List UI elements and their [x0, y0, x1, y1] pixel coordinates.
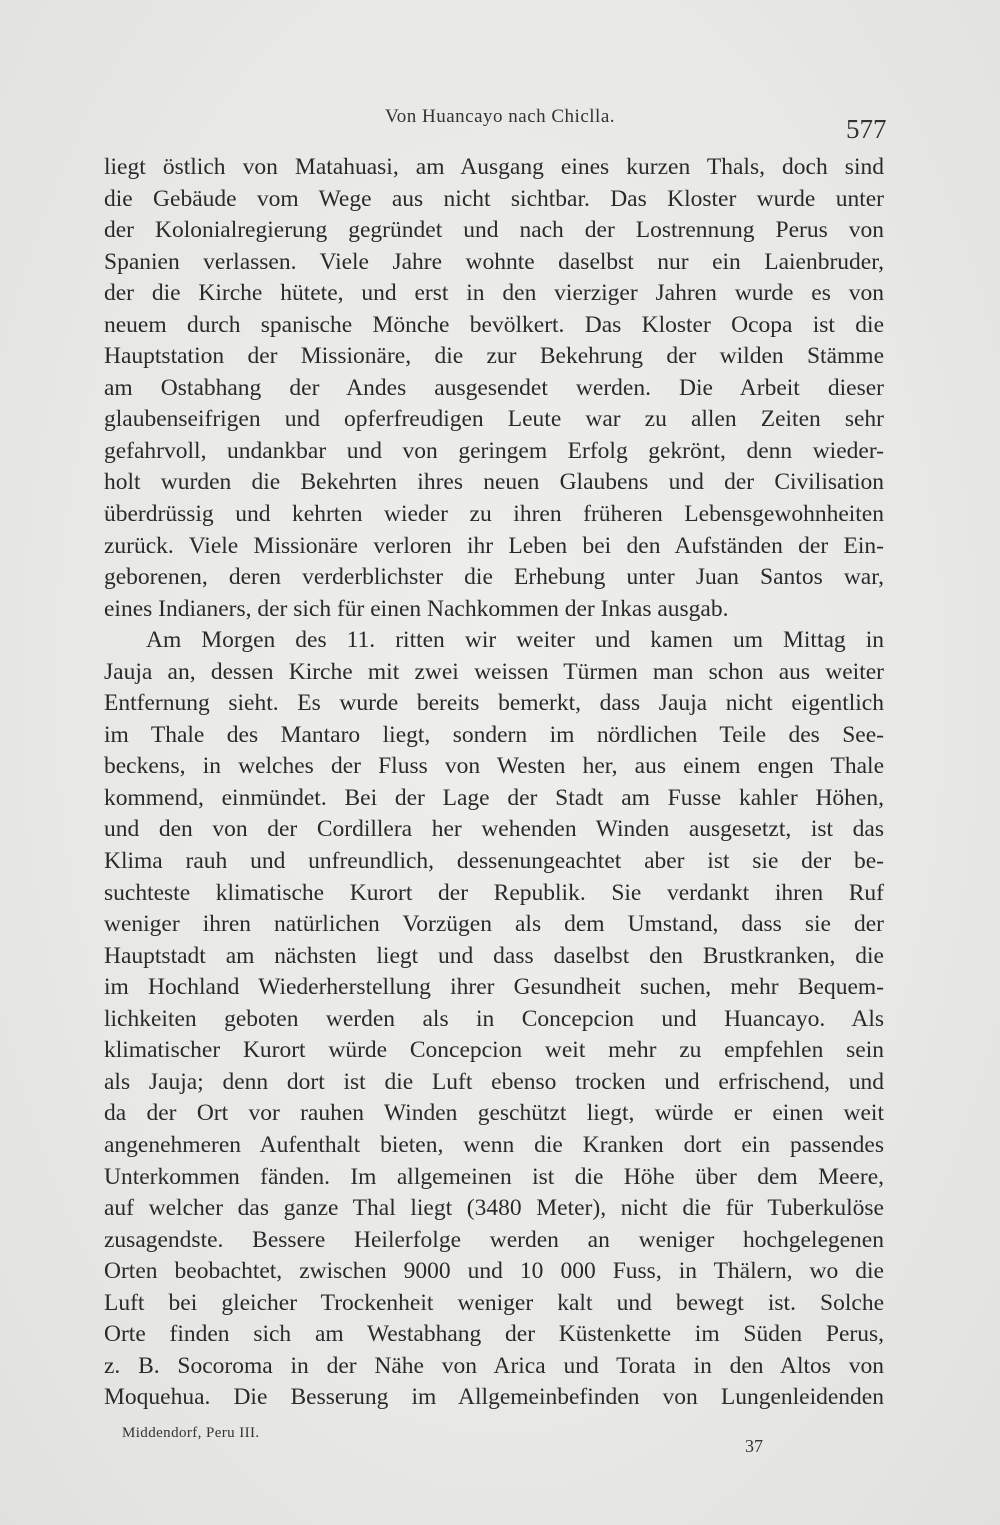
text-line: beckens, in welches der Fluss von Westen her, aus einem engen Thale: [104, 753, 884, 780]
text-line: da der Ort vor rauhen Winden geschützt liegt, würde er einen weit: [104, 1100, 884, 1127]
text-line: überdrüssig und kehrten wieder zu ihren früheren Lebensgewohnheiten: [104, 501, 884, 528]
text-line: Orten beobachtet, zwischen 9000 und 10 000 Fuss, in Thälern, wo die: [104, 1258, 884, 1285]
text-line: gefahrvoll, undankbar und von geringem Erfolg gekrönt, denn wieder-: [104, 437, 884, 464]
text-line: holt wurden die Bekehrten ihres neuen Glaubens und der Civilisation: [104, 469, 884, 496]
page-number: 577: [846, 114, 887, 144]
text-line: als Jauja; denn dort ist die Luft ebenso trocken und erfrischend, und: [104, 1068, 884, 1095]
running-title: Von Huancayo nach Chiclla.: [384, 106, 616, 127]
text-line: der die Kirche hütete, und erst in den vierziger Jahren wurde es von: [104, 280, 884, 307]
text-line: die Gebäude vom Wege aus nicht sichtbar. Das Kloster wurde unter: [104, 185, 884, 212]
text-line: eines Indianers, der sich für einen Nachkommen der Inkas ausgab.: [104, 595, 729, 622]
text-line: angenehmeren Aufenthalt bieten, wenn die Kranken dort ein passendes: [104, 1131, 884, 1158]
text-line: Klima rauh und unfreundlich, dessenungeachtet aber ist sie der be-: [104, 848, 884, 875]
text-line: Spanien verlassen. Viele Jahre wohnte daselbst nur ein Laienbruder,: [104, 248, 884, 275]
body-text: [104, 152, 884, 1414]
text-line: Hauptstadt am nächsten liegt und dass daselbst den Brustkranken, die: [104, 942, 884, 969]
text-line: Jauja an, dessen Kirche mit zwei weissen Türmen man schon aus weiter: [104, 658, 884, 685]
text-line: im Thale des Mantaro liegt, sondern im nördlichen Teile des See-: [104, 721, 884, 748]
text-line: und den von der Cordillera her wehenden Winden ausgesetzt, ist das: [104, 816, 884, 843]
footer-signature: Middendorf, Peru III.: [122, 1425, 260, 1441]
text-line: der Kolonialregierung gegründet und nach der Lostrennung Perus von: [104, 217, 884, 244]
text-line: Moquehua. Die Besserung im Allgemeinbefinden von Lungenleidenden: [104, 1384, 884, 1411]
text-line: kommend, einmündet. Bei der Lage der Stadt am Fusse kahler Höhen,: [104, 784, 884, 811]
text-line: Luft bei gleicher Trockenheit weniger kalt und bewegt ist. Solche: [104, 1289, 884, 1316]
paragraph-start-line: Am Morgen des 11. ritten wir weiter und kamen um Mittag in: [146, 627, 884, 654]
text-line: Orte finden sich am Westabhang der Küstenkette im Süden Perus,: [104, 1321, 884, 1348]
text-line: Unterkommen fänden. Im allgemeinen ist die Höhe über dem Meere,: [104, 1163, 884, 1190]
text-line: z. B. Socoroma in der Nähe von Arica und Torata in den Altos von: [104, 1352, 884, 1379]
signature-mark: 37: [745, 1436, 763, 1456]
text-line: auf welcher das ganze Thal liegt (3480 Meter), nicht die für Tuberkulöse: [104, 1195, 884, 1222]
text-line: neuem durch spanische Mönche bevölkert. Das Kloster Ocopa ist die: [104, 311, 884, 338]
text-line: am Ostabhang der Andes ausgesendet werden. Die Arbeit dieser: [104, 374, 884, 401]
text-line: im Hochland Wiederherstellung ihrer Gesundheit suchen, mehr Bequem-: [104, 974, 884, 1001]
text-line: suchteste klimatische Kurort der Republik. Sie verdankt ihren Ruf: [104, 879, 884, 906]
text-line: zusagendste. Bessere Heilerfolge werden an weniger hochgelegenen: [104, 1226, 884, 1253]
text-line: geborenen, deren verderblichster die Erhebung unter Juan Santos war,: [104, 564, 884, 591]
text-line: weniger ihren natürlichen Vorzügen als dem Umstand, dass sie der: [104, 911, 884, 938]
text-line: zurück. Viele Missionäre verloren ihr Leben bei den Aufständen der Ein-: [104, 532, 884, 559]
text-line: Entfernung sieht. Es wurde bereits bemerkt, dass Jauja nicht eigentlich: [104, 690, 884, 717]
text-line: glaubenseifrigen und opferfreudigen Leute war zu allen Zeiten sehr: [104, 406, 884, 433]
text-line: Hauptstation der Missionäre, die zur Bekehrung der wilden Stämme: [104, 343, 884, 370]
text-line: klimatischer Kurort würde Concepcion weit mehr zu empfehlen sein: [104, 1037, 884, 1064]
text-line: lichkeiten geboten werden als in Concepcion und Huancayo. Als: [104, 1005, 884, 1032]
text-line: liegt östlich von Matahuasi, am Ausgang eines kurzen Thals, doch sind: [104, 154, 884, 180]
